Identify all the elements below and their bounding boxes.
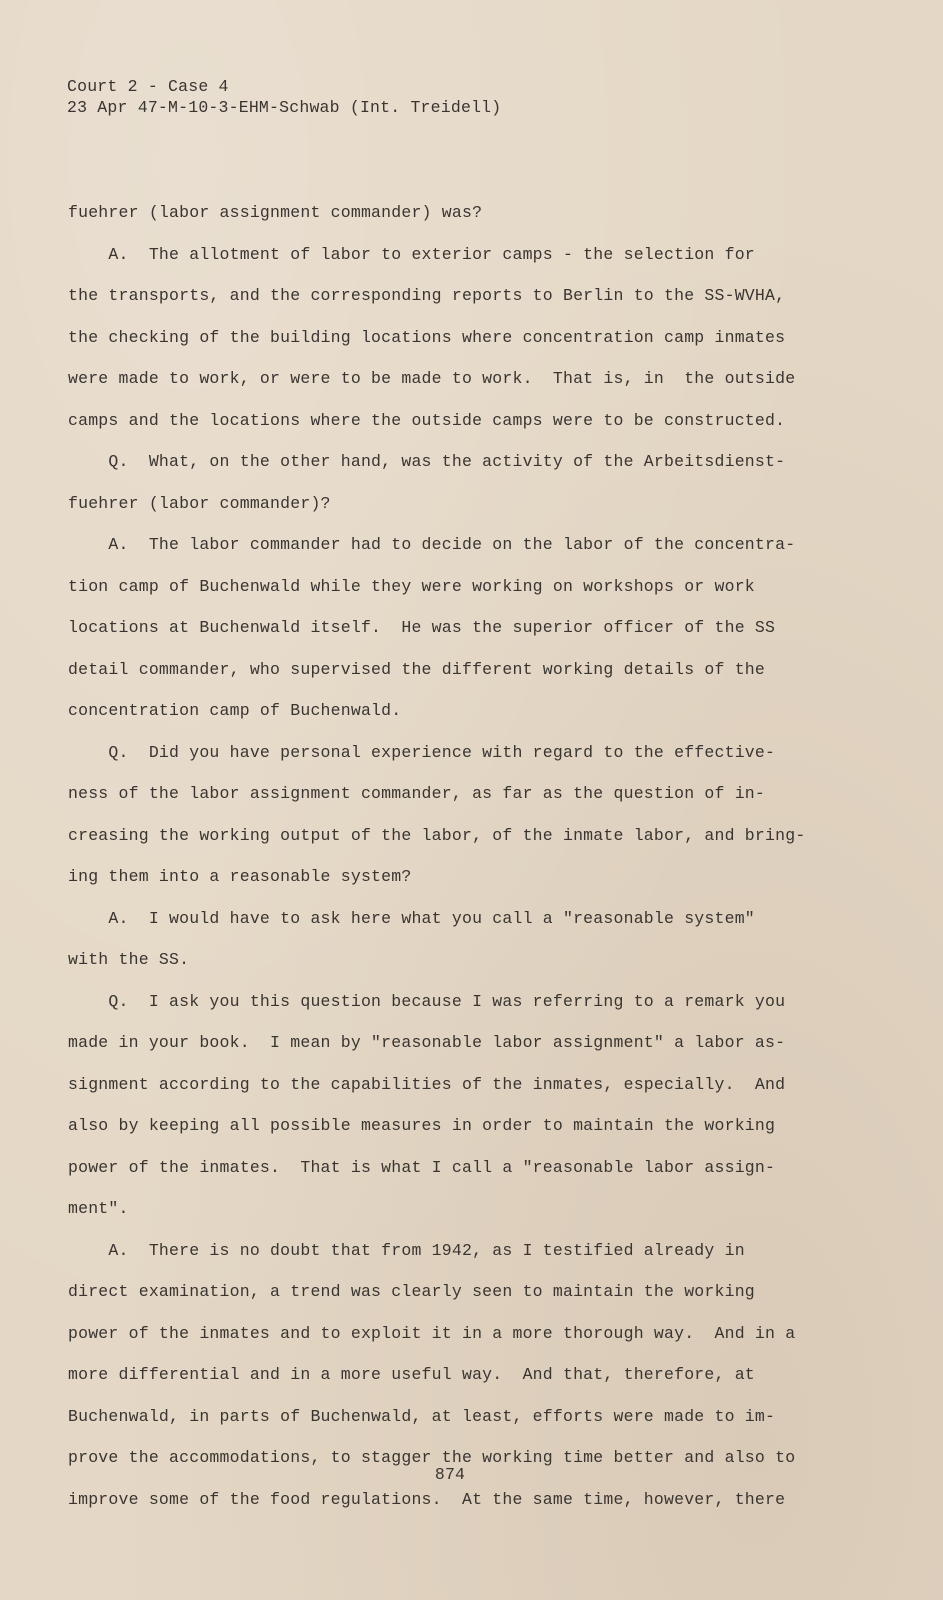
text-line: A. I would have to ask here what you call a "reasonable system" — [68, 908, 755, 928]
text-line: more differential and in a more useful way. And that, therefore, at — [68, 1365, 755, 1384]
text-line: also by keeping all possible measures in order to maintain the working — [68, 1116, 776, 1135]
text-line: signment according to the capabilities of the inmates, especially. And — [68, 1074, 786, 1094]
text-line: power of the inmates. That is what I call a "reasonable labor assign- — [68, 1157, 776, 1177]
text-line: Q. I ask you this question because I was referring to a remark you — [68, 991, 786, 1011]
document-header — [67, 76, 501, 118]
text-line: creasing the working output of the labor, of the inmate labor, and bring- — [68, 825, 806, 845]
header-session-reference: 23 Apr 47-M-10-3-EHM-Schwab (Int. Treidell) — [67, 98, 502, 117]
text-line: Q. Did you have personal experience with regard to the effective- — [68, 742, 776, 762]
text-line: ment". — [68, 1199, 129, 1218]
text-line: concentration camp of Buchenwald. — [68, 701, 402, 720]
text-line: camps and the locations where the outside camps were to be constructed. — [68, 410, 786, 430]
text-line: detail commander, who supervised the different working details of the — [68, 659, 766, 679]
text-line: Q. What, on the other hand, was the activity of the Arbeitsdienst- — [68, 452, 786, 471]
text-line: locations at Buchenwald itself. He was the superior officer of the SS — [68, 618, 776, 637]
text-line: ing them into a reasonable system? — [68, 867, 412, 886]
transcript-body — [68, 192, 818, 1520]
text-line: fuehrer (labor commander)? — [68, 493, 331, 513]
text-line: the checking of the building locations where concentration camp inmates — [68, 327, 786, 347]
text-line: power of the inmates and to exploit it in a more thorough way. And in a — [68, 1323, 796, 1343]
text-line: ness of the labor assignment commander, as far as the question of in- — [68, 784, 766, 803]
text-line: tion camp of Buchenwald while they were working on workshops or work — [68, 576, 755, 596]
text-line: prove the accommodations, to stagger the working time better and also to — [68, 1448, 796, 1467]
text-line: A. The allotment of labor to exterior camps - the selection for — [68, 244, 755, 264]
text-line: fuehrer (labor assignment commander) was? — [68, 203, 483, 222]
text-line: improve some of the food regulations. At the same time, however, there — [68, 1489, 786, 1509]
text-line: A. There is no doubt that from 1942, as I testified already in — [68, 1240, 745, 1260]
page-number: 874 — [434, 1465, 466, 1484]
text-line: with the SS. — [68, 950, 190, 969]
text-line: A. The labor commander had to decide on the labor of the concentra- — [68, 535, 796, 554]
text-line: made in your book. I mean by "reasonable labor assignment" a labor as- — [68, 1033, 786, 1052]
header-court-case: Court 2 - Case 4 — [67, 77, 229, 96]
text-line: the transports, and the corresponding reports to Berlin to the SS-WVHA, — [68, 286, 786, 305]
text-line: were made to work, or were to be made to work. That is, in the outside — [68, 369, 796, 388]
text-line: Buchenwald, in parts of Buchenwald, at least, efforts were made to im- — [68, 1406, 776, 1426]
text-line: direct examination, a trend was clearly seen to maintain the working — [68, 1282, 755, 1301]
